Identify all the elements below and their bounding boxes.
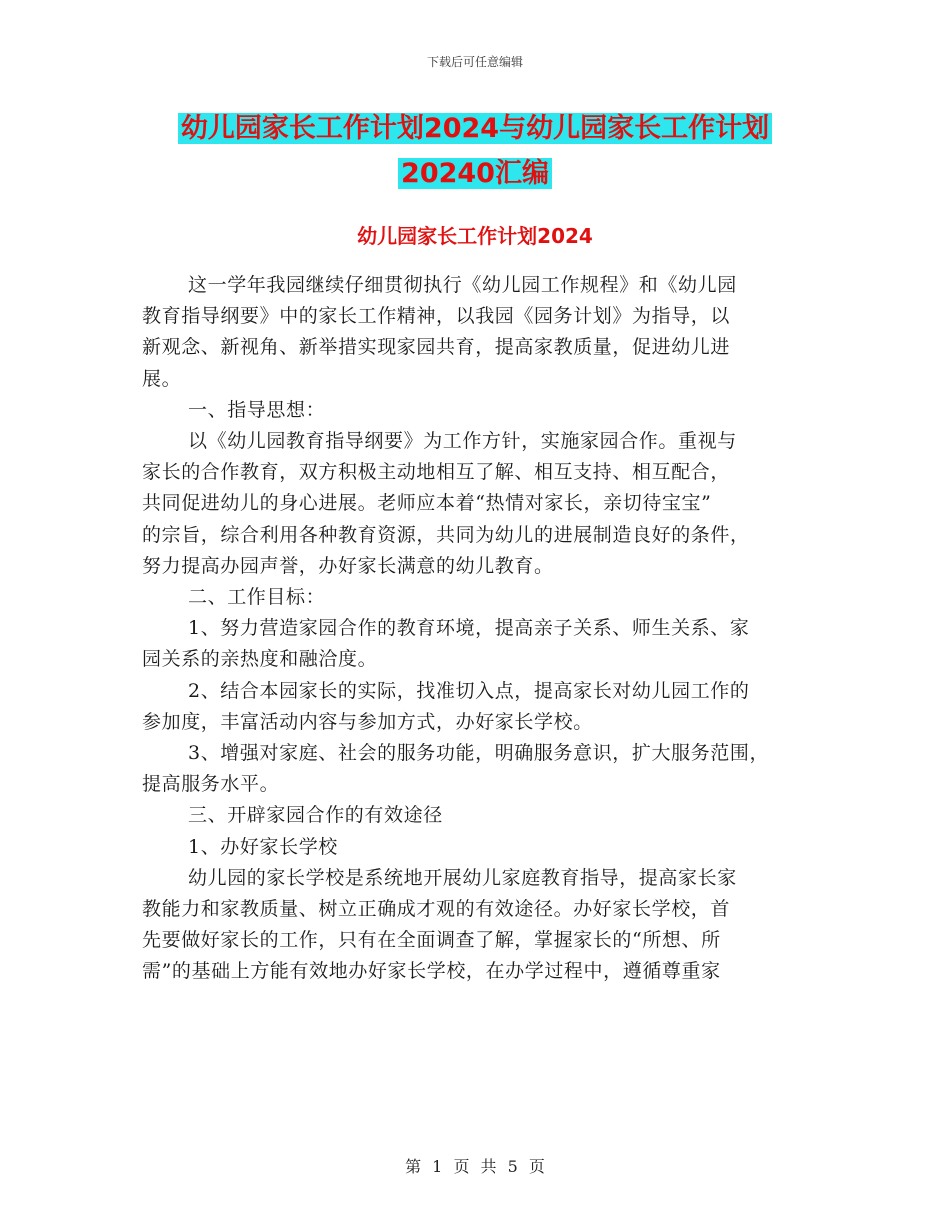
header-note: 下载后可任意编辑 <box>426 55 523 69</box>
page-footer: 第 1 页 共 5 页 <box>405 1157 545 1176</box>
body-line: 参加度，丰富活动内容与参加方式，办好家长学校。 <box>142 710 593 733</box>
body-line: 新观念、新视角、新举措实现家园共育，提高家教质量，促进幼儿进 <box>142 336 731 359</box>
body-line: 努力提高办园声誉，办好家长满意的幼儿教育。 <box>142 554 554 577</box>
body-text <box>142 270 842 988</box>
body-line: 二、工作目标： <box>188 586 326 609</box>
body-line: 需”的基础上方能有效地办好家长学校，在办学过程中，遵循尊重家 <box>142 960 721 983</box>
body-line: 幼儿园的家长学校是系统地开展幼儿家庭教育指导，提高家长家 <box>188 866 737 889</box>
body-line: 以《幼儿园教育指导纲要》为工作方针，实施家园合作。重视与 <box>188 430 737 453</box>
body-line: 一、指导思想： <box>188 398 326 421</box>
section-title: 幼儿园家长工作计划2024 <box>357 224 593 248</box>
body-line: 1、努力营造家园合作的教育环境，提高亲子关系、师生关系、家 <box>188 617 750 640</box>
body-line: 教育指导纲要》中的家长工作精神，以我园《园务计划》为指导，以 <box>142 305 731 328</box>
body-line: 3、增强对家庭、社会的服务功能，明确服务意识，扩大服务范围， <box>188 742 770 765</box>
body-line: 教能力和家教质量、树立正确成才观的有效途径。办好家长学校，首 <box>142 898 731 921</box>
body-line: 园关系的亲热度和融洽度。 <box>142 648 378 671</box>
body-line: 1、办好家长学校 <box>188 835 338 858</box>
document-title-line-1 <box>0 112 950 146</box>
body-line: 的宗旨，综合利用各种教育资源，共同为幼儿的进展制造良好的条件， <box>142 523 750 546</box>
title-text-2: 20240汇编 <box>398 158 552 189</box>
body-line: 提高服务水平。 <box>142 773 280 796</box>
body-line: 展。 <box>142 367 182 390</box>
body-line: 先要做好家长的工作，只有在全面调查了解，掌握家长的“所想、所 <box>142 929 721 952</box>
body-line: 三、开辟家园合作的有效途径 <box>188 804 443 827</box>
body-line: 家长的合作教育，双方积极主动地相互了解、相互支持、相互配合， <box>142 461 731 484</box>
body-line: 共同促进幼儿的身心进展。老师应本着“热情对家长，亲切待宝宝” <box>142 492 712 515</box>
body-line: 2、结合本园家长的实际，找准切入点，提高家长对幼儿园工作的 <box>188 679 750 702</box>
body-line: 这一学年我园继续仔细贯彻执行《幼儿园工作规程》和《幼儿园 <box>188 274 737 296</box>
title-text-1: 幼儿园家长工作计划2024与幼儿园家长工作计划 <box>178 113 772 144</box>
document-title-line-2 <box>0 157 950 191</box>
